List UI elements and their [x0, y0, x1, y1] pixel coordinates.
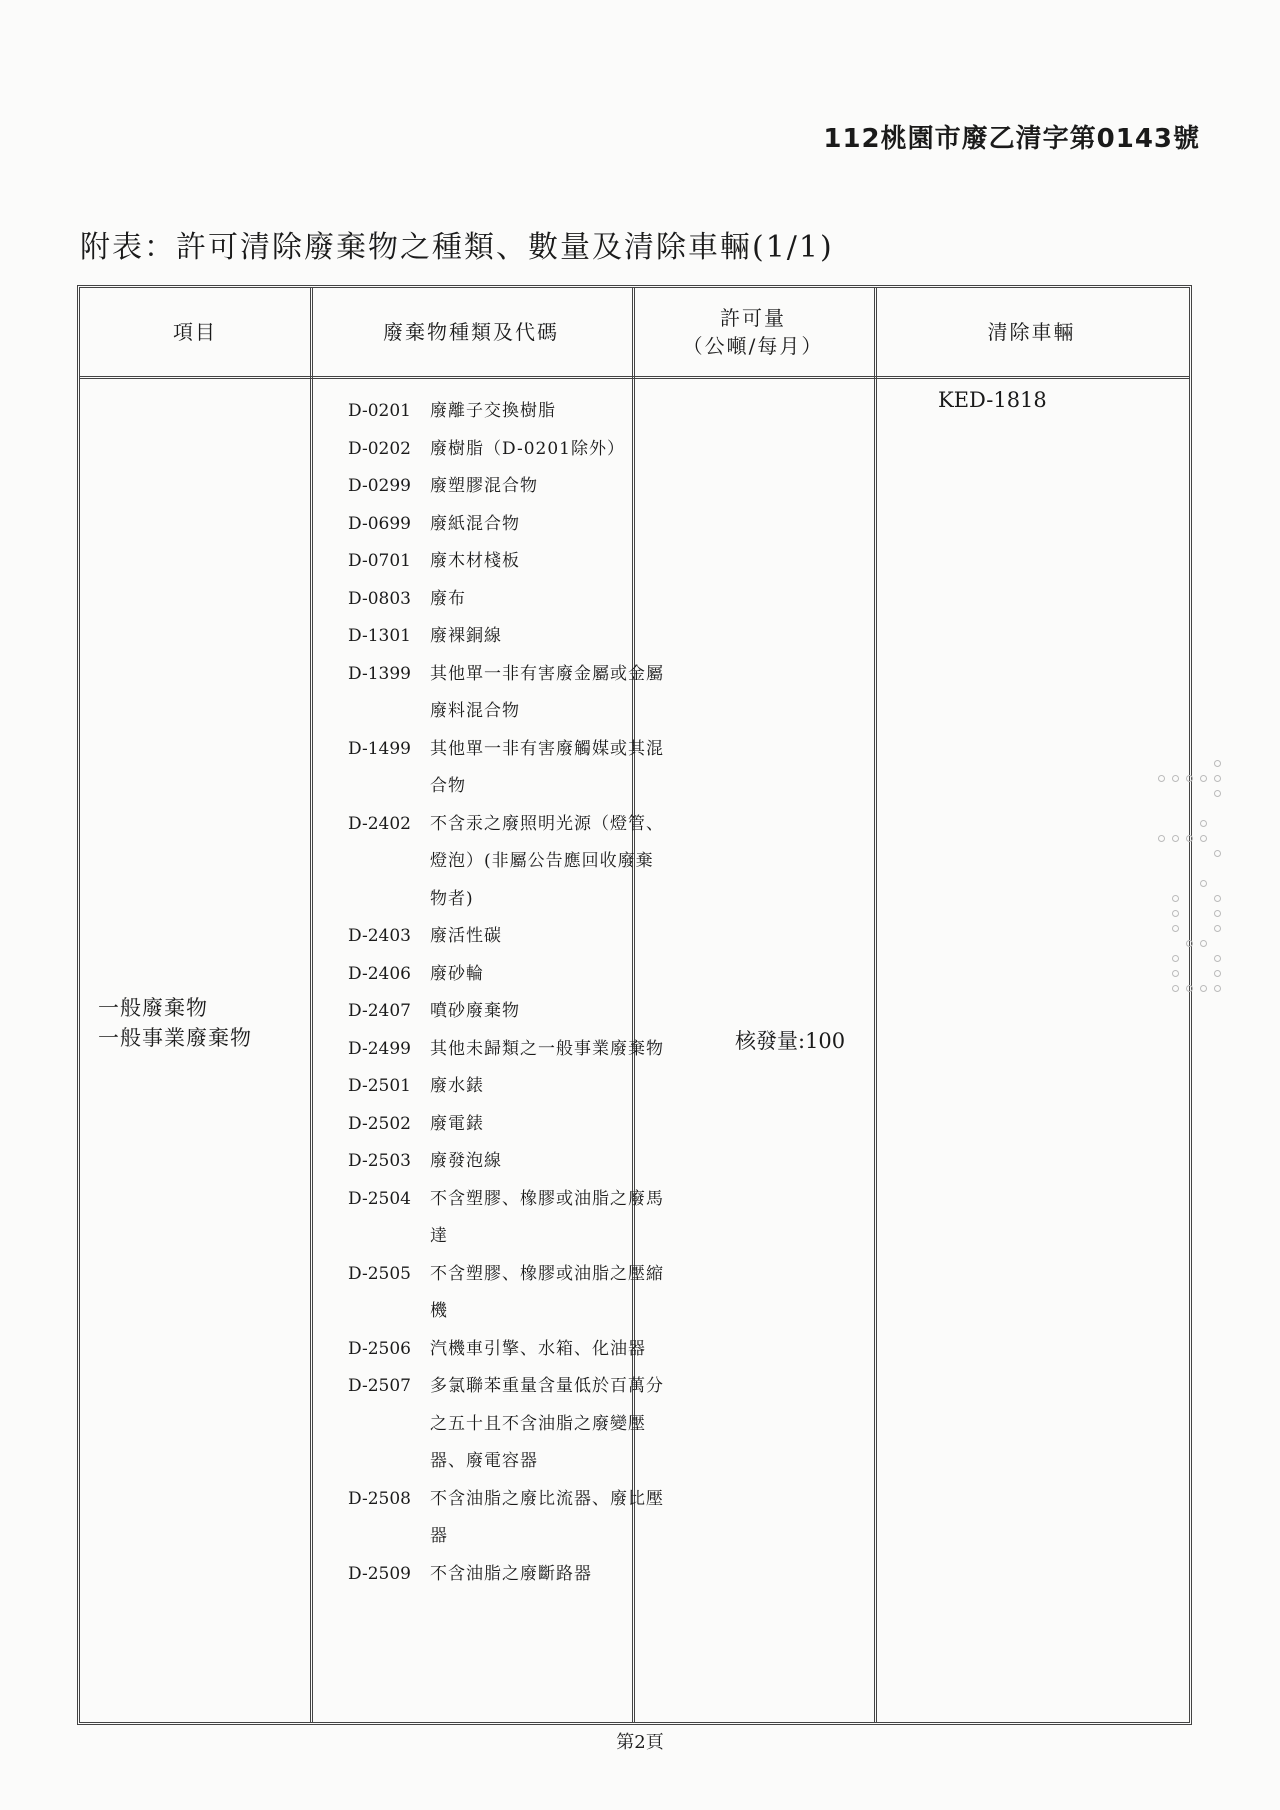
waste-category [98, 993, 252, 1053]
category-business-waste: 一般事業廢棄物 [98, 1026, 252, 1050]
waste-row [348, 656, 668, 731]
waste-row [348, 1031, 668, 1069]
waste-name: 汽機車引擎、水箱、化油器 [430, 1338, 646, 1359]
perforation-dot [1172, 775, 1179, 782]
perforation-dot [1172, 895, 1179, 902]
waste-name: 廢紙混合物 [430, 513, 520, 534]
binding-perforation [1158, 755, 1228, 1010]
perforation-dot [1214, 985, 1221, 992]
perforation-dot [1158, 835, 1165, 842]
table-title: 附表：許可清除廢棄物之種類、數量及清除車輛(1/1) [80, 230, 834, 265]
perforation-dot [1186, 835, 1193, 842]
waste-code: D-2406 [348, 963, 411, 984]
waste-name: 廢布 [430, 588, 466, 609]
header-waste-type-label: 廢棄物種類及代碼 [383, 320, 559, 344]
perforation-dot [1214, 775, 1221, 782]
perforation-dot [1172, 835, 1179, 842]
waste-code: D-2499 [348, 1038, 411, 1059]
perforation-dot [1172, 970, 1179, 977]
waste-row [348, 731, 668, 806]
perforation-dot [1200, 940, 1207, 947]
perforation-dot [1214, 850, 1221, 857]
perforation-dot [1214, 790, 1221, 797]
waste-row [348, 993, 668, 1031]
waste-name: 廢樹脂（D-0201除外） [430, 438, 625, 459]
waste-name: 多氯聯苯重量含量低於百萬分之五十且不含油脂之廢變壓器、廢電容器 [430, 1376, 664, 1471]
vehicle-plate: KED-1818 [938, 388, 1047, 412]
waste-code: D-0299 [348, 476, 411, 496]
waste-code: D-2505 [348, 1263, 411, 1284]
waste-row [348, 1481, 668, 1556]
waste-name: 不含油脂之廢比流器、廢比壓器 [430, 1488, 664, 1546]
waste-code: D-2503 [348, 1151, 411, 1171]
waste-code: D-2407 [348, 1001, 411, 1021]
waste-name: 不含塑膠、橡膠或油脂之壓縮機 [430, 1263, 664, 1321]
waste-row [348, 1331, 668, 1369]
waste-row [348, 1256, 668, 1331]
waste-name: 廢塑膠混合物 [430, 476, 538, 496]
waste-row [348, 393, 668, 431]
waste-code: D-0699 [348, 513, 411, 534]
waste-code: D-0803 [348, 588, 411, 609]
header-divider [80, 376, 1189, 379]
perforation-dot [1158, 775, 1165, 782]
waste-name: 廢木材棧板 [430, 551, 520, 571]
waste-code: D-0202 [348, 438, 411, 459]
waste-list [348, 393, 668, 1593]
waste-row [348, 618, 668, 656]
waste-row [348, 543, 668, 581]
perforation-dot [1172, 985, 1179, 992]
waste-code: D-2403 [348, 926, 411, 946]
waste-name: 噴砂廢棄物 [430, 1001, 520, 1021]
perforation-dot [1200, 985, 1207, 992]
waste-name: 不含油脂之廢斷路器 [430, 1563, 592, 1584]
waste-row [348, 581, 668, 619]
header-vehicle [874, 288, 1189, 376]
waste-code: D-1301 [348, 626, 411, 646]
waste-code: D-1399 [348, 663, 411, 684]
waste-code: D-1499 [348, 738, 411, 759]
header-item-label: 項目 [173, 320, 217, 344]
waste-name: 廢離子交換樹脂 [430, 401, 556, 421]
waste-row [348, 956, 668, 994]
perforation-dot [1186, 985, 1193, 992]
perforation-dot [1214, 910, 1221, 917]
waste-row [348, 806, 668, 919]
waste-code: D-2508 [348, 1488, 411, 1509]
waste-name: 廢裸銅線 [430, 626, 502, 646]
header-vehicle-label: 清除車輛 [987, 320, 1076, 344]
permit-quantity: 核發量:100 [735, 1029, 846, 1053]
waste-name: 廢發泡線 [430, 1151, 502, 1171]
perforation-dot [1172, 910, 1179, 917]
perforation-dot [1214, 925, 1221, 932]
permit-table [77, 285, 1192, 1725]
perforation-dot [1172, 925, 1179, 932]
perforation-dot [1186, 940, 1193, 947]
waste-row [348, 1068, 668, 1106]
waste-name: 廢水錶 [430, 1076, 484, 1096]
waste-name: 廢電錶 [430, 1113, 484, 1134]
waste-row [348, 506, 668, 544]
waste-row [348, 1368, 668, 1481]
perforation-dot [1200, 880, 1207, 887]
header-item [80, 288, 310, 376]
perforation-dot [1200, 820, 1207, 827]
waste-row [348, 468, 668, 506]
waste-name: 廢砂輪 [430, 963, 484, 984]
waste-code: D-2501 [348, 1076, 411, 1096]
header-permit-quantity [632, 288, 874, 376]
document-number: 112桃園市廢乙清字第0143號 [823, 124, 1200, 154]
perforation-dot [1186, 775, 1193, 782]
perforation-dot [1200, 775, 1207, 782]
waste-name: 其他未歸類之一般事業廢棄物 [430, 1038, 664, 1059]
waste-row [348, 1181, 668, 1256]
waste-code: D-2502 [348, 1113, 411, 1134]
perforation-dot [1214, 955, 1221, 962]
perforation-dot [1214, 760, 1221, 767]
category-general-waste: 一般廢棄物 [98, 996, 208, 1020]
waste-name: 其他單一非有害廢金屬或金屬廢料混合物 [430, 663, 664, 721]
waste-row [348, 1106, 668, 1144]
column-divider [632, 288, 877, 1722]
waste-code: D-2402 [348, 813, 411, 834]
waste-code: D-2507 [348, 1376, 411, 1396]
waste-code: D-0201 [348, 401, 411, 421]
perforation-dot [1214, 895, 1221, 902]
perforation-dot [1172, 955, 1179, 962]
waste-code: D-0701 [348, 551, 411, 571]
waste-row [348, 1143, 668, 1181]
perforation-dot [1214, 970, 1221, 977]
header-permit-unit: （公噸/每月） [682, 334, 824, 358]
header-permit-label: 許可量 [720, 306, 786, 330]
page-number: 第2頁 [616, 1732, 664, 1753]
waste-name: 不含塑膠、橡膠或油脂之廢馬達 [430, 1188, 664, 1246]
waste-code: D-2506 [348, 1338, 411, 1359]
waste-name: 廢活性碳 [430, 926, 502, 946]
waste-code: D-2509 [348, 1563, 411, 1584]
header-waste-type [310, 288, 632, 376]
waste-row [348, 1556, 668, 1594]
waste-code: D-2504 [348, 1188, 411, 1209]
waste-name: 其他單一非有害廢觸媒或其混合物 [430, 738, 664, 796]
waste-row [348, 431, 668, 469]
waste-name: 不含汞之廢照明光源（燈管、燈泡）(非屬公告應回收廢棄物者) [430, 813, 664, 909]
perforation-dot [1200, 835, 1207, 842]
waste-row [348, 918, 668, 956]
